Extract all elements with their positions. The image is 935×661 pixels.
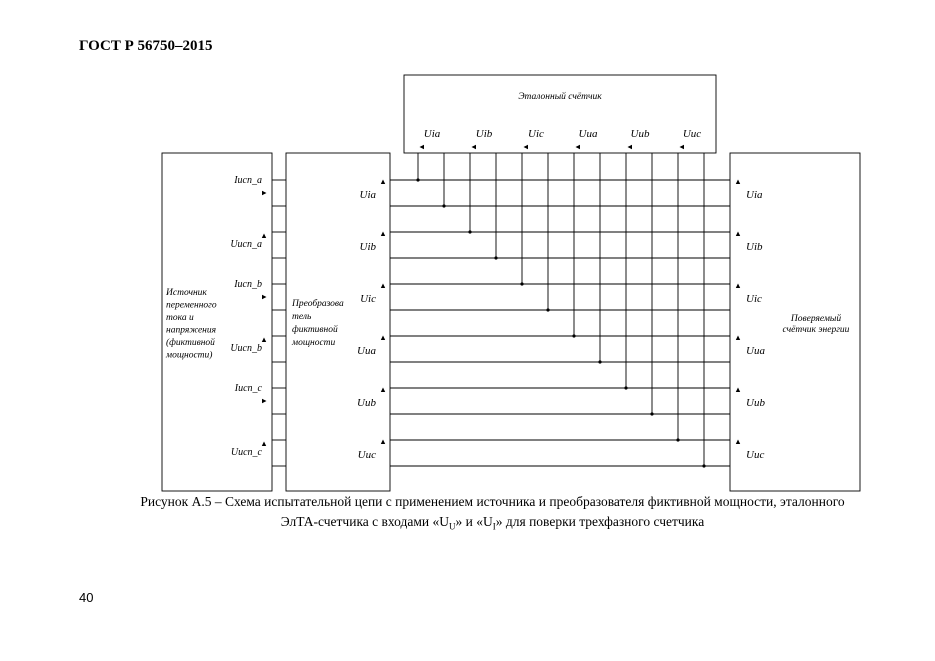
junction-dot (572, 334, 575, 337)
junction-dot (494, 256, 497, 259)
reference-meter-input-label: Uic (528, 128, 544, 140)
meter-input-label: Uua (746, 345, 765, 357)
reference-meter-input-label: Uuc (682, 128, 702, 140)
source-output-label: Uисп_b (230, 343, 262, 354)
source-output-label: Iисп_b (234, 279, 262, 290)
arrow-up-icon (736, 284, 740, 289)
reference-meter-input-label: Uia (423, 128, 441, 140)
arrow-up-icon (381, 180, 385, 185)
junction-dot (442, 204, 445, 207)
arrow-right-icon (262, 191, 267, 195)
arrow-left-icon (628, 145, 633, 149)
meter-input-label: Uub (746, 397, 765, 409)
arrow-right-icon (262, 295, 267, 299)
meter-input-label: Uia (746, 189, 763, 201)
meter-input-label: Uib (746, 241, 763, 253)
arrow-left-icon (680, 145, 685, 149)
source-label-line: переменного (166, 300, 217, 311)
caption-text: » и «U (455, 514, 493, 529)
arrow-up-icon (381, 336, 385, 341)
converter-output-label: Uuc (357, 449, 376, 461)
meter-input-label: Uic (746, 293, 762, 305)
document-header: ГОСТ Р 56750–2015 (79, 38, 213, 54)
converter-output-label: Uib (359, 241, 376, 253)
arrow-up-icon (262, 234, 266, 239)
arrow-left-icon (524, 145, 529, 149)
source-output-label: Uисп_a (230, 239, 262, 250)
meter-label-line: Поверяемый (790, 314, 842, 324)
arrow-up-icon (262, 442, 266, 447)
source-label-line: тока и (166, 313, 194, 323)
reference-meter-input-label: Uib (475, 128, 493, 140)
source-output-label: Iисп_c (234, 383, 262, 394)
arrow-left-icon (576, 145, 581, 149)
converter-output-label: Uub (357, 397, 376, 409)
arrow-up-icon (381, 284, 385, 289)
arrow-up-icon (736, 336, 740, 341)
junction-dot (546, 308, 549, 311)
arrow-up-icon (736, 232, 740, 237)
reference-meter-box (404, 75, 716, 153)
caption-text: ЭлТА-счетчика с входами «U (280, 514, 450, 529)
junction-dot (520, 282, 523, 285)
caption-text: » для поверки трехфазного счетчика (495, 514, 705, 529)
junction-dot (416, 178, 419, 181)
source-label-line: Источник (166, 288, 207, 298)
converter-output-label: Uia (359, 189, 376, 201)
meter-input-label: Uuc (746, 449, 765, 461)
converter-label-line: тель (292, 312, 312, 322)
converter-label-line: Преобразова (292, 299, 344, 309)
arrow-up-icon (736, 180, 740, 185)
junction-dot (624, 386, 627, 389)
source-label-line: (фиктивной (166, 338, 215, 348)
arrow-up-icon (736, 388, 740, 393)
converter-box (286, 153, 390, 491)
reference-meter-input-label: Uub (630, 128, 650, 140)
junction-dot (468, 230, 471, 233)
arrow-up-icon (381, 440, 385, 445)
figure-caption-line-1: Рисунок А.5 – Схема испытательной цепи с применением источника и преобразователя фиктивной мощности, эталонного (140, 494, 845, 509)
junction-dot (702, 464, 705, 467)
caption-subscript-i: I (492, 521, 496, 532)
arrow-up-icon (736, 440, 740, 445)
junction-dot (598, 360, 601, 363)
arrow-left-icon (420, 145, 425, 149)
source-label-line: мощности) (166, 350, 213, 361)
arrow-left-icon (472, 145, 477, 149)
caption-subscript-u: U (449, 521, 456, 532)
reference-meter-input-label: Uua (578, 128, 598, 140)
junction-dot (650, 412, 653, 415)
converter-output-label: Uic (360, 293, 376, 305)
arrow-right-icon (262, 399, 267, 403)
reference-meter-title: Эталонный счётчик (518, 92, 602, 102)
source-label-line: напряжения (166, 325, 217, 336)
source-output-label: Uисп_c (230, 447, 262, 458)
junction-dot (676, 438, 679, 441)
arrow-up-icon (381, 232, 385, 237)
converter-label-line: фиктивной (292, 325, 338, 335)
figure-caption-line-2 (40, 512, 935, 537)
arrow-up-icon (381, 388, 385, 393)
arrow-up-icon (262, 338, 266, 343)
converter-output-label: Uua (357, 345, 376, 357)
source-output-label: Iисп_a (234, 175, 262, 186)
page-number: 40 (79, 590, 94, 605)
meter-label-line: счётчик энергии (782, 325, 850, 335)
converter-label-line: мощности (292, 338, 336, 348)
